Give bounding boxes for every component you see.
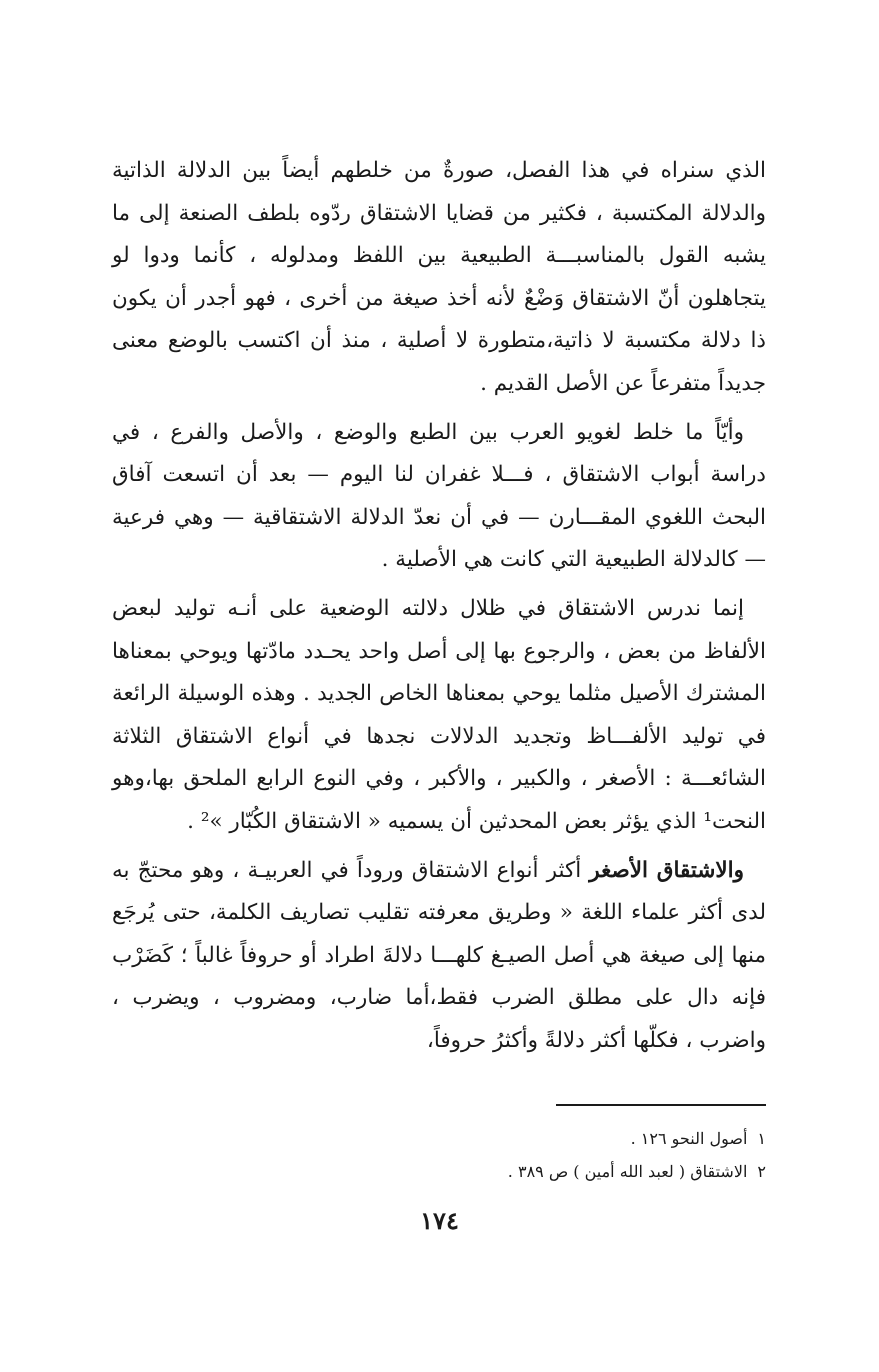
main-text bbox=[112, 150, 766, 1068]
footnote-number: ١ bbox=[757, 1129, 766, 1148]
bold-term: والاشتقاق الأصغر bbox=[589, 857, 744, 883]
paragraph-4-text: أكثر أنواع الاشتقاق وروداً في العربيـة ، وهو محتجّ به لدى أكثر علماء اللغة « وطريق معرفته تقليب تصاريف الكلمة، حتى يُرجَع منها إلى صيغة هي أصل الصيـغ كلهـــا دلالةَ اطراد أو حروفاً غالباً ؛ كَضَرْب فإنه دال على مطلق الضرب فقط،أما ضارب، ومضروب ، ويضرب ، واضرب ، فكلّها أكثر دلالةً وأكثرُ حروفاً، bbox=[112, 857, 766, 1053]
footnote-1 bbox=[112, 1122, 766, 1155]
paragraph-3: إنما ندرس الاشتقاق في ظلال دلالته الوضعية على أنـه توليد لبعض الألفاظ من بعض ، والرجوع بها إلى أصل واحد يحـدد مادّتها ويوحي بمعناها المشترك الأصيل مثلما يوحي بمعناها الخاص الجديد . وهذه الوسيلة الرائعة في توليد الألفـــاظ وتجديد الدلالات نجدها في أنواع الاشتقاق الثلاثة الشائعـــة : الأصغر ، والكبير ، والأكبر ، وفي النوع الرابع الملحق بها،وهو النحت¹ الذي يؤثر بعض المحدثين أن يسميه « الاشتقاق الكُبّار »² . bbox=[112, 595, 766, 834]
footnote-text: أصول النحو ١٢٦ . bbox=[630, 1129, 748, 1148]
footnotes bbox=[112, 1122, 766, 1188]
paragraph-2: وأيّاً ما خلط لغويو العرب بين الطبع والوضع ، والأصل والفرع ، في دراسة أبواب الاشتقاق ، فـــلا غفران لنا اليوم — بعد أن اتسعت آفاق البحث اللغوي المقـــارن — في أن نعدّ الدلالة الاشتقاقية — وهي فرعية — كالدلالة الطبيعية التي كانت هي الأصلية . bbox=[112, 419, 766, 573]
page-number: ١٧٤ bbox=[420, 1206, 459, 1235]
footnote-number: ٢ bbox=[757, 1162, 766, 1181]
footnote-separator bbox=[556, 1104, 766, 1106]
paragraph-1: الذي سنراه في هذا الفصل، صورةٌ من خلطهم أيضاً بين الدلالة الذاتية والدلالة المكتسبة ، فكثير من قضايا الاشتقاق ردّوه بلطف الصنعة إلى ما يشبه القول بالمناسبـــة الطبيعية بين اللفظ ومدلوله ، كأنما ودوا لو يتجاهلون أنّ الاشتقاق وَضْعٌ لأنه أخذ صيغة من أخرى ، فهو أجدر أن يكون ذا دلالة مكتسبة لا ذاتية،متطورة لا أصلية ، منذ أن اكتسب بالوضع معنى جديداً متفرعاً عن الأصل القديم . bbox=[112, 158, 767, 396]
paragraph-4 bbox=[112, 850, 766, 1063]
footnote-2 bbox=[112, 1155, 766, 1188]
footnote-text: الاشتقاق ( لعبد الله أمين ) ص ٣٨٩ . bbox=[507, 1162, 748, 1181]
